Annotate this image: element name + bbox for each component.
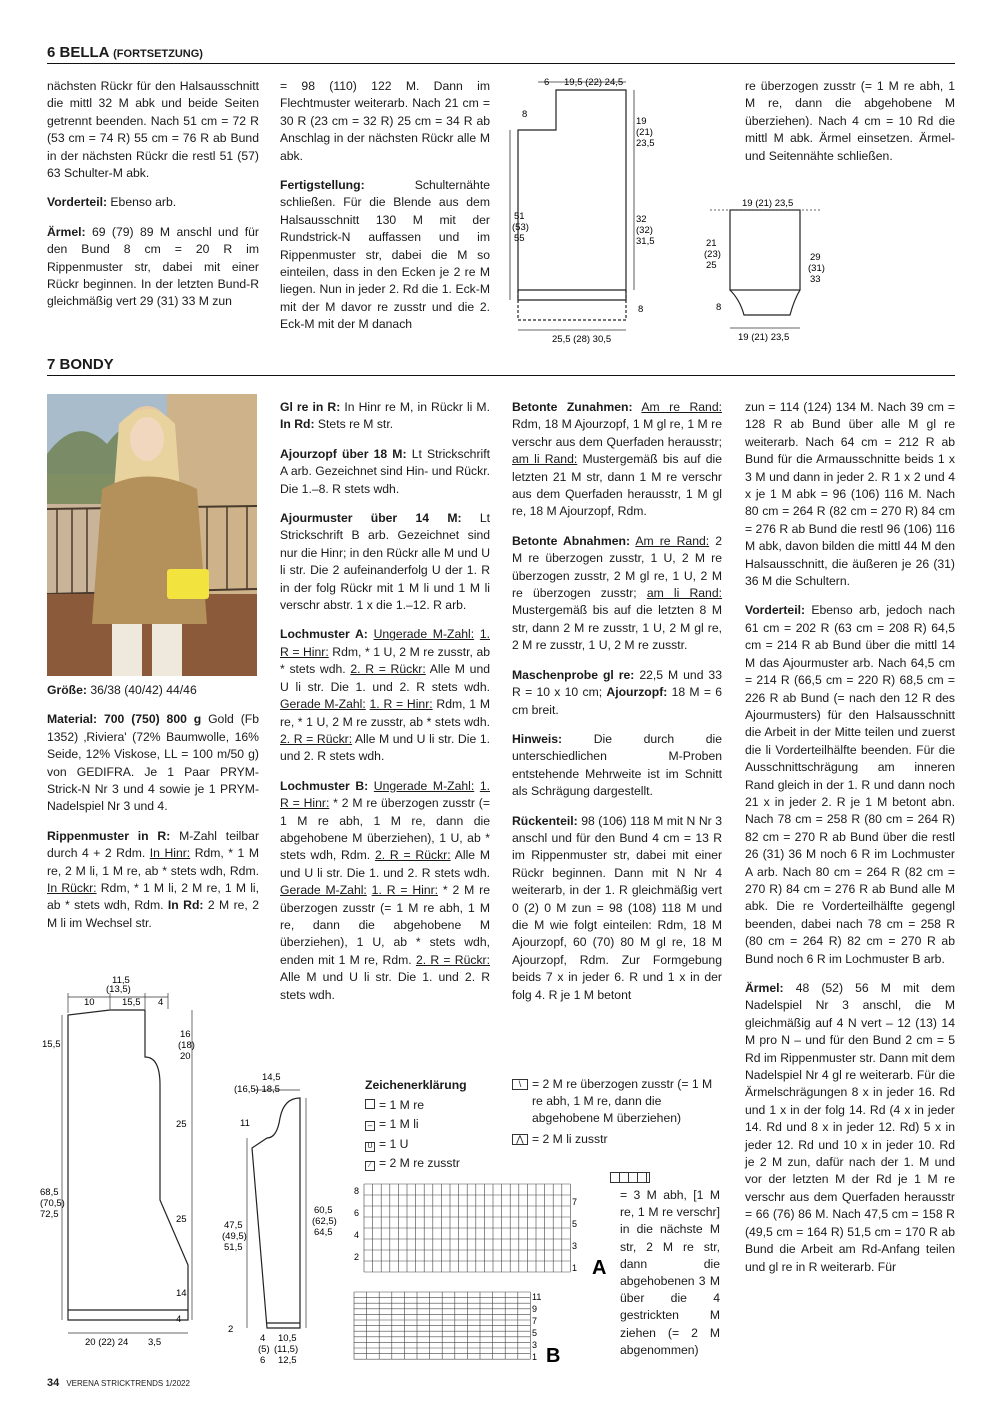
knit-symbol-icon xyxy=(365,1099,375,1109)
paragraph: Maschenprobe gl re: 22,5 M und 33 R = 10 x 10 cm; Ajourzopf: 18 M = 6 cm breit. xyxy=(512,667,722,717)
legend-item: ⁄ = 2 M re zusstr xyxy=(365,1154,505,1174)
dimension-label: 68,5 xyxy=(40,1187,59,1198)
bella-column-4 xyxy=(745,78,955,177)
paragraph: Gl re in R: In Hinr re M, in Rückr li M. In Rd: Stets re M str. xyxy=(280,400,490,432)
paragraph: Ärmel: 48 (52) 56 M mit dem Nadelspiel Nr 3 anschl, die M gleichmäßig auf 4 N vert – 12 (13) 14 M pro N – und für den Bund 2 cm = 5 Rd im Rippenmuster str. Dann mit dem Nadelspiel Nr 4 gl re weiterarb. Für die Ärmelschrägungen 8 x in jeder 16. Rd und 1 x in der folg 14. Rd (4 x in jeder 14. Rd und 8 x in jeder 12. Rd) 5 x in jeder 12. Rd und 10 x in jeder 10. Rd je 2 M zun, dafür nach der 1. M und vor der letzten M der Rd je 1 M re verschr aus dem Querfaden herausstr = 66 (76) 86 M. Nach 47,5 cm = 158 R (49,5 cm = 164 R) 51,5 cm = 170 R ab Bund die Arbeit am Rd-Anfang teilen und gl re in R weiterarb. Für xyxy=(745,981,955,1274)
dimension-label: 2 xyxy=(228,1324,234,1335)
section-title-bella xyxy=(47,44,203,61)
dimension-label: (70,5) xyxy=(40,1198,65,1209)
paragraph: Lochmuster A: Ungerade M-Zahl: 1. R = Hinr: Rdm, * 1 U, 2 M re zusstr, ab * stets wdh. 2. R = Rückr: Alle M und U li str. Die 1. und 2. R stets wdh. Gerade M-Zahl: 1. R = Hinr: Rdm, 1 M re, * 1 U, 2 M re zusstr, ab * stets wdh. 2. R = Rückr: Alle M und U li str. Die 1. und 2. R stets wdh. xyxy=(280,627,490,764)
model-photo xyxy=(47,394,257,676)
dimension-label: 4 xyxy=(158,997,164,1008)
legend-item: U = 1 U xyxy=(365,1135,505,1155)
paragraph: Betonte Abnahmen: Am re Rand: 2 M re überzogen zusstr, 1 U, 2 M re überzogen zusstr, 2 M gl re, 1 U, 2 M re überzogen zusstr; am li Rand: Mustergemäß bis auf die letzten 8 M str, dann 2 M re zusstr, 1 U, 2 M gl re, 2 M re zusstr, 1 U, 2 M re zusstr. xyxy=(512,533,723,653)
sleeve-outline xyxy=(252,1098,300,1328)
dimension-label: 8 xyxy=(716,302,722,313)
row-number: 1 xyxy=(532,1352,538,1362)
dimension-label: 25 xyxy=(176,1214,187,1225)
section-continuation: (FORTSETZUNG) xyxy=(113,48,203,60)
section-number: 6 BELLA xyxy=(47,44,109,61)
legend-item: = 3 M abh, [1 M re, 1 M re verschr] in die nächste M str, 2 M re str, dann die abgehobenen 3 M über die 4 gestrickten M ziehen (= 2 M abgenommen) xyxy=(620,1188,720,1357)
ssk-symbol-icon: \ xyxy=(512,1079,528,1090)
dimension-label: (49,5) xyxy=(222,1231,247,1242)
paragraph: Lochmuster B: Ungerade M-Zahl: 1. R = Hinr: * 2 M re überzogen zusstr (= 1 M re abh, 1 M re, dann die abgehobene M überziehen), 1 U, ab * stets wdh, Rdm. 2. R = Rückr: Alle M und U li str. Die 1. und 2. R stets wdh. Gerade M-Zahl: 1. R = Hinr: * 2 M re überzogen zusstr (= 1 M re abh, 1 M re, dann die abgehobene M überziehen), 1 U, ab * stets wdh, enden mit 1 M re, Rdm. 2. R = Rückr: Alle M und U li str. Die 1. und 2. R stets wdh. xyxy=(280,778,490,1002)
p2tog-symbol-icon: ⋀ xyxy=(512,1134,528,1145)
magazine-name: VERENA STRICKTRENDS 1/2022 xyxy=(66,1379,190,1388)
paragraph: Größe: 36/38 (40/42) 44/46 xyxy=(47,683,197,697)
dimension-label: 25,5 (28) 30,5 xyxy=(552,334,612,345)
dimension-label: 55 xyxy=(514,233,525,244)
paragraph: Vorderteil: Ebenso arb. xyxy=(47,195,177,210)
row-number: 3 xyxy=(572,1241,578,1251)
dimension-label: 20 (22) 24 xyxy=(85,1337,129,1348)
page-number: 34 xyxy=(47,1377,60,1389)
dimension-label: 33 xyxy=(810,274,821,285)
legend-item: \ = 2 M re überzogen zusstr (= 1 M re abh, 1 M re, dann die abgehobene M überziehen) xyxy=(512,1076,722,1127)
legend xyxy=(365,1076,505,1174)
dimension-label: (21) xyxy=(636,127,653,138)
dimension-label: (13,5) xyxy=(106,984,131,995)
body-outline xyxy=(68,1010,188,1320)
dimension-label: 6 xyxy=(544,77,550,88)
row-number: 4 xyxy=(354,1230,360,1240)
paragraph: nächsten Rückr für den Halsausschnitt die mittl 32 M abk und beide Seiten getrennt beenden. Nach 51 cm = 72 R (53 cm = 74 R) 55 cm = 76 R ab Bund in der nächsten Rückr die restl 51 (57) 63 Schulter-M abk. xyxy=(47,79,259,181)
k2tog-symbol-icon: ⁄ xyxy=(365,1161,375,1171)
chart-label: A xyxy=(592,1257,607,1279)
dimension-label: 32 xyxy=(636,214,647,225)
dimension-label: 19,5 (22) 24,5 xyxy=(564,77,624,88)
row-number: 7 xyxy=(572,1197,578,1207)
dimension-label: (11,5) xyxy=(274,1344,299,1355)
legend-2 xyxy=(512,1076,722,1148)
row-number: 11 xyxy=(532,1292,542,1302)
dimension-label: 51 xyxy=(514,211,525,222)
paragraph: zun = 114 (124) 134 M. Nach 39 cm = 128 R ab Bund über alle M gl re weiterarb. Nach 64 cm = 212 R ab Bund für die Armausschnitte beids 1 x 3 M und dann in jeder 2. R 1 x 2 und 4 x je 1 M abk = 96 (106) 116 M. Nach 80 cm = 264 R (82 cm = 270 R) 84 cm = 276 R ab Bund die restl 96 (106) 116 M abk, davon bilden die mittl 44 M den Halsausschnitt, die äußeren je 26 (31) 36 M die Schultern. xyxy=(745,400,955,589)
dimension-label: 4 xyxy=(260,1333,266,1344)
bondy-column-4 xyxy=(745,399,955,1288)
bondy-column-3 xyxy=(512,399,722,1016)
dimension-label: 64,5 xyxy=(314,1227,333,1238)
row-number: 1 xyxy=(572,1263,578,1273)
row-number: 3 xyxy=(532,1340,538,1350)
paragraph: Rippenmuster in R: M-Zahl teilbar durch 4 + 2 Rdm. In Hinr: Rdm, * 1 M re, 2 M li, 1 M re, ab * stets wdh, Rdm. In Rückr: Rdm, * 1 M li, 2 M re, 1 M li, ab * stets wdh, Rdm. In Rd: 2 M re, 2 M li im Wechsel str. xyxy=(47,828,260,930)
dimension-label: 10 xyxy=(84,997,95,1008)
legend-item: = 1 M re xyxy=(365,1096,505,1116)
dimension-label: (32) xyxy=(636,225,653,236)
dimension-label: (62,5) xyxy=(312,1216,337,1227)
bondy-column-2 xyxy=(280,399,490,1016)
dimension-label: 15,5 xyxy=(122,997,141,1008)
paragraph: Betonte Zunahmen: Am re Rand: Rdm, 18 M Ajourzopf, 1 M gl re, 1 M re verschr aus dem Querfaden herausstr; am li Rand: Mustergemäß bis auf die letzten 21 M str, dann 1 M re verschr aus dem Querfaden herausstr, 1 M gl re, 18 M Ajourzopf, Rdm. xyxy=(512,400,723,519)
dimension-label: 11 xyxy=(240,1118,250,1129)
dimension-label: (18) xyxy=(178,1040,195,1051)
dimension-label: 31,5 xyxy=(636,236,655,247)
dimension-label: 6 xyxy=(260,1355,266,1366)
dimension-label: 14,5 xyxy=(262,1072,281,1083)
dimension-label: 19 (21) 23,5 xyxy=(738,332,790,343)
paragraph: = 98 (110) 122 M. Dann im Flechtmuster weiterarb. Nach 21 cm = 30 R (23 cm = 32 R) 25 cm = 34 R ab Anschlag in der nächsten Rückr alle M abk. xyxy=(280,79,490,163)
dimension-label: 15,5 xyxy=(42,1039,61,1050)
stitch-chart-a xyxy=(350,1180,610,1280)
dimension-label: 47,5 xyxy=(224,1220,243,1231)
legend-item: – = 1 M li xyxy=(365,1115,505,1135)
dimension-label: 23,5 xyxy=(636,138,655,149)
dimension-label: 4 xyxy=(176,1314,182,1325)
row-number: 5 xyxy=(572,1219,578,1229)
dimension-label: 8 xyxy=(638,304,644,315)
paragraph: Vorderteil: Ebenso arb, jedoch nach 61 cm = 202 R (63 cm = 208 R) 64,5 cm = 214 R ab Bund über die mittl 14 M das Ajourmuster arb. Nach 64,5 cm = 214 R (66,5 cm = 220 R) 68,5 cm = 226 R ab Bund (= nach den 12 R des Ajourmusters) für den Halsausschnitt die Arbeit in der Mitte teilen und zuerst die li Vorderteilhälfte beenden. Für die Ausschnittschrägung am inneren Rand gleich in der 1. R und dann noch 21 x in jeder 2. R je 1 M betont abn. Nach 78 cm = 258 R (80 cm = 264 R) 82 cm = 270 R ab Bund über die restl 26 (31) 36 M noch 6 R im Lochmuster A arb. Nach 80 cm = 264 R (82 cm = 270 R) 84 cm = 276 R ab Bund alle M abk. Die re Vorderteilhälfte gegengl beenden, dabei nach 78 cm = 258 R (80 cm = 264 R) 82 cm = 270 R ab Bund noch 6 R im Lochmuster B arb. xyxy=(745,603,955,966)
bella-column-1 xyxy=(47,78,259,323)
footer xyxy=(47,1377,190,1389)
dimension-label: (53) xyxy=(512,222,529,233)
dimension-label: 51,5 xyxy=(224,1242,243,1253)
chart-label: B xyxy=(546,1345,561,1367)
dimension-label: 10,5 xyxy=(278,1333,297,1344)
dimension-label: 12,5 xyxy=(278,1355,297,1366)
dimension-label: 11,5 xyxy=(112,975,130,986)
row-number: 9 xyxy=(532,1304,538,1314)
dimension-label: (31) xyxy=(808,263,825,274)
dimension-label: 25 xyxy=(706,260,717,271)
divider xyxy=(47,63,955,64)
body-outline xyxy=(518,90,626,300)
dimension-label: (5) xyxy=(258,1344,270,1355)
dimension-label: 14 xyxy=(176,1288,187,1299)
row-number: 7 xyxy=(532,1316,538,1326)
photo-illustration xyxy=(47,394,257,676)
dimension-label: 21 xyxy=(706,238,717,249)
dimension-label: (16,5) 18,5 xyxy=(234,1084,280,1095)
legend-title: Zeichenerklärung xyxy=(365,1078,467,1092)
bondy-sleeve-schematic xyxy=(222,1068,342,1378)
dimension-label: 3,5 xyxy=(148,1337,162,1348)
dimension-label: 19 (21) 23,5 xyxy=(742,198,794,209)
dimension-label: 8 xyxy=(522,109,528,120)
dimension-label: 72,5 xyxy=(40,1209,59,1220)
row-number: 6 xyxy=(354,1208,360,1218)
legend-item: ⋀ = 2 M li zusstr xyxy=(512,1131,722,1148)
divider xyxy=(47,375,955,376)
dimension-label: 29 xyxy=(810,252,821,263)
row-number: 8 xyxy=(354,1186,360,1196)
paragraph: Ärmel: 69 (79) 89 M anschl und für den Bund 8 cm = 20 R im Rippenmuster str, dabei mit einer Rückr beginnen. In der letzten Bund-R gleichmäßig vert 29 (31) 33 M zun xyxy=(47,224,259,309)
paragraph: Rückenteil: 98 (106) 118 M mit N Nr 3 anschl und für den Bund 4 cm = 13 R im Rippenmuster str, dabei mit einer Rückr beginnen. Dann mit N Nr 4 weiterarb, in der 1. R gleichmäßig vert 0 (2) 0 M zun = 98 (108) 118 M und die M wie folgt einteilen: Rdm, 18 M Ajourzopf, 60 (70) 80 M gl re, 18 M Ajourzopf, Rdm. Zur Formgebung beids 7 x in jeder 6. R und 1 x in der folg 4. R je 1 M betont xyxy=(512,813,722,1002)
paragraph: Fertigstellung: Schulternähte schließen. Für die Blende aus dem Halsausschnitt 130 M mit der Rundstrick-N auffassen und im Rippenmuster str, dabei die M so einteilen, dass in den Ecken je 2 re M liegen. Nun in jeder 2. Rd die 1. Eck-M mit der M davor re zusstr und die 2. Eck-M mit der M danach xyxy=(280,178,490,332)
paragraph: re überzogen zusstr (= 1 M re abh, 1 M re, dann die abgehobene M überziehen). Nach 4 cm = 10 Rd die mittl M abk. Ärmel einsetzen. Ärmel- und Seitennähte schließen. xyxy=(745,79,955,163)
dimension-label: 25 xyxy=(176,1119,187,1130)
dimension-label: 20 xyxy=(180,1051,191,1062)
bondy-body-schematic xyxy=(40,975,200,1360)
bella-body-schematic xyxy=(508,72,658,352)
paragraph: Ajourmuster über 14 M: Lt Strickschrift B arb. Gezeichnet sind nur die Hinr; in den Rückr alle M und U li str. Die 2 aufeinanderfolg U der 1. R in der folg Rückr mit 1 M li und 1 M li verschr abstr. 1 x die 1.–12. R arb. xyxy=(280,511,490,613)
bella-sleeve-schematic xyxy=(700,190,830,350)
bondy-column-1 xyxy=(47,682,259,944)
row-number: 2 xyxy=(354,1252,360,1262)
section-number: 7 BONDY xyxy=(47,356,114,373)
legend-3 xyxy=(610,1172,722,1359)
row-number: 5 xyxy=(532,1328,538,1338)
dimension-label: 19 xyxy=(636,116,647,127)
purl-symbol-icon: – xyxy=(365,1121,375,1131)
paragraph: Ajourzopf über 18 M: Lt Strickschrift A arb. Gezeichnet sind Hin- und Rückr. Die 1.–8. R stets wdh. xyxy=(280,446,491,496)
dimension-label: (23) xyxy=(704,249,721,260)
dimension-label: 60,5 xyxy=(314,1205,333,1216)
paragraph: Hinweis: Die durch die unterschiedlichen M-Proben entstehende Mehrweite ist im Schnitt als Schrägung dargestellt. xyxy=(512,731,722,799)
cable-symbol-icon xyxy=(610,1172,650,1183)
bella-column-2 xyxy=(280,78,490,346)
stitch-chart-b xyxy=(350,1290,580,1370)
yarnover-symbol-icon: U xyxy=(365,1142,375,1152)
paragraph: Material: 700 (750) 800 g Gold (Fb 1352) ‚Riviera' (72% Baumwolle, 16% Seide, 12% Viskose, LL = 100 m/50 g) von GEDIFRA. Je 1 Paar PRYM-Strick-N Nr 3 und 4 sowie je 1 PRYM-Nadelspiel Nr 3 und 4. xyxy=(47,712,259,814)
section-title-bondy xyxy=(47,356,114,373)
dimension-label: 16 xyxy=(180,1029,191,1040)
